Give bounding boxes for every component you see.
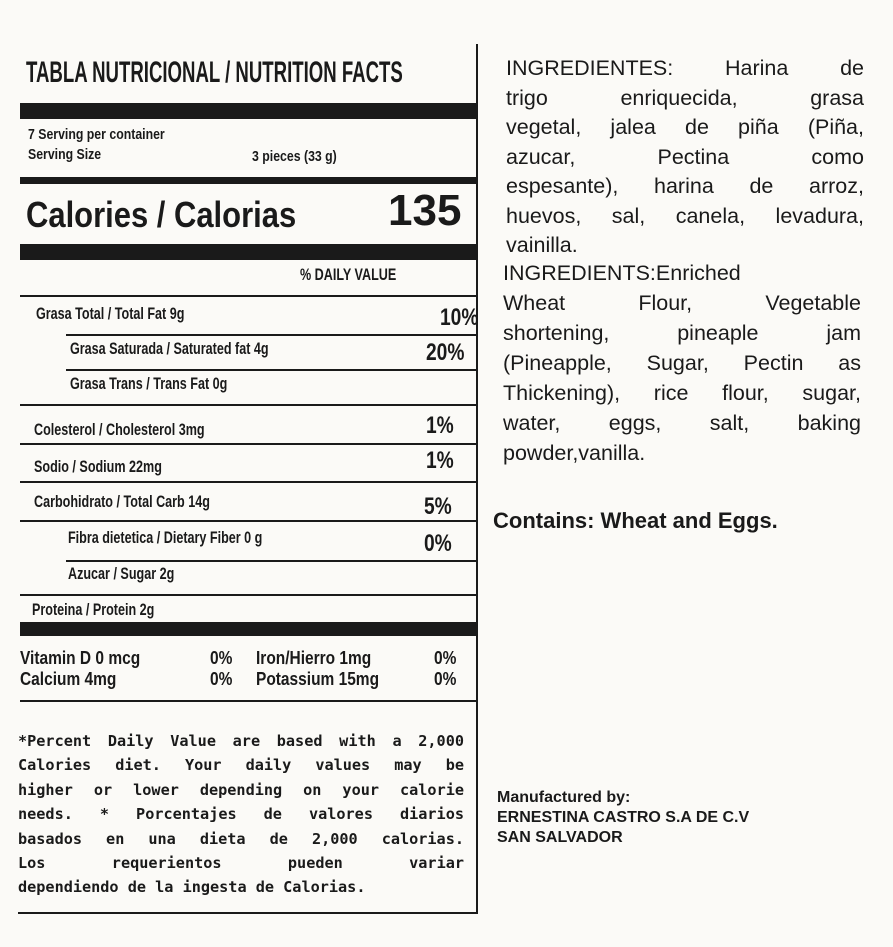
ingredientes-line: azucar, Pectina como (506, 144, 864, 169)
row-divider (20, 481, 478, 483)
divider-medium (20, 177, 478, 184)
nutrient-dietary-fiber-pct: 0% (424, 530, 452, 557)
ingredientes-line: trigo enriquecida, grasa (506, 85, 864, 110)
ingredients-english (503, 258, 861, 468)
row-divider (20, 443, 478, 445)
nutrient-cholesterol-pct: 1% (426, 412, 454, 439)
nutrient-sodium: Sodio / Sodium 22mg (34, 457, 162, 476)
ingredientes-line: huevos, sal, canela, levadura, (506, 203, 864, 228)
nutrient-total-carb: Carbohidrato / Total Carb 14g (34, 492, 210, 511)
vitamin-d: Vitamin D 0 mcg (20, 648, 141, 668)
divider-thick (20, 622, 478, 636)
manufacturer-info (497, 788, 749, 848)
vitamin-d-pct: 0% (210, 648, 233, 668)
calcium-pct: 0% (210, 669, 233, 689)
row-divider (66, 334, 478, 336)
footnote-line: dependiendo de la ingesta de Calorias. (18, 878, 366, 897)
ingredients-line: powder,vanilla. (503, 441, 646, 465)
calories-label: Calories / Calorias (26, 194, 297, 235)
nutrient-total-fat: Grasa Total / Total Fat 9g (36, 304, 185, 323)
ingredients-line: (Pineapple, Sugar, Pectin as (503, 351, 861, 375)
ingredientes-line: vegetal, jalea de piña (Piña, (506, 115, 864, 139)
panel-bottom-border (18, 912, 478, 914)
row-divider (20, 700, 478, 702)
row-divider (20, 404, 478, 406)
nutrient-trans-fat: Grasa Trans / Trans Fat 0g (70, 374, 228, 393)
potassium-pct: 0% (434, 669, 457, 689)
ingredientes-line: INGREDIENTES: Harina de (506, 56, 864, 80)
row-divider (66, 369, 478, 371)
iron-pct: 0% (434, 648, 457, 668)
nutrient-protein: Proteina / Protein 2g (32, 600, 155, 619)
nutrient-sodium-pct: 1% (426, 447, 454, 474)
daily-value-header: % DAILY VALUE (300, 265, 397, 284)
nutrient-sugar: Azucar / Sugar 2g (68, 564, 175, 583)
potassium: Potassium 15mg (256, 669, 380, 689)
nutrient-total-carb-pct: 5% (424, 493, 452, 520)
ingredients-line: INGREDIENTS:Enriched (503, 261, 741, 285)
footnote-line: basados en una dieta de 2,000 calorias. (18, 829, 464, 848)
footnote-line: needs. * Porcentajes de valores diarios (18, 805, 464, 824)
row-divider (20, 520, 478, 522)
ingredientes-line: espesante), harina de arroz, (506, 174, 864, 198)
footnote-line: *Percent Daily Value are based with a 2,000 (18, 732, 464, 750)
footnote-line: Calories diet. Your daily values may be (18, 756, 464, 775)
serving-size-value: 3 pieces (33 g) (252, 148, 337, 165)
row-divider (20, 594, 478, 596)
row-divider (20, 295, 478, 297)
calories-value: 135 (388, 186, 462, 235)
ingredientes-spanish (506, 54, 864, 261)
panel-right-border (476, 44, 478, 914)
ingredients-line: Thickening), rice flour, sugar, (503, 381, 861, 405)
nutrient-cholesterol: Colesterol / Cholesterol 3mg (34, 420, 205, 439)
ingredientes-line: vainilla. (506, 233, 578, 257)
manufacturer-city: SAN SALVADOR (497, 829, 623, 846)
row-divider (66, 560, 478, 562)
manufacturer-name: ERNESTINA CASTRO S.A DE C.V (497, 809, 750, 826)
divider-thick (20, 244, 478, 260)
nutrient-dietary-fiber: Fibra dietetica / Dietary Fiber 0 g (68, 528, 263, 547)
iron: Iron/Hierro 1mg (256, 648, 372, 668)
nutrient-saturated-fat-pct: 20% (426, 339, 465, 366)
ingredients-line: shortening, pineaple jam (503, 321, 861, 345)
nutrient-saturated-fat: Grasa Saturada / Saturated fat 4g (70, 339, 269, 358)
allergen-statement: Contains: Wheat and Eggs. (493, 508, 778, 533)
footnote-line: Los requerientos pueden variar (18, 854, 464, 873)
ingredients-line: Wheat Flour, Vegetable (503, 291, 861, 315)
footnote-line: higher or lower depending on your calorie (18, 780, 464, 799)
servings-per-container: 7 Serving per container (28, 126, 165, 143)
calcium: Calcium 4mg (20, 669, 117, 689)
nutrient-total-fat-pct: 10% (440, 304, 479, 331)
footnote (18, 729, 464, 900)
ingredients-line: water, eggs, salt, baking (503, 411, 861, 435)
manufacturer-label: Manufactured by: (497, 789, 631, 806)
nutrition-title: TABLA NUTRICIONAL / NUTRITION FACTS (26, 56, 403, 89)
divider-thick (20, 103, 478, 119)
serving-size-label: Serving Size (28, 146, 102, 163)
